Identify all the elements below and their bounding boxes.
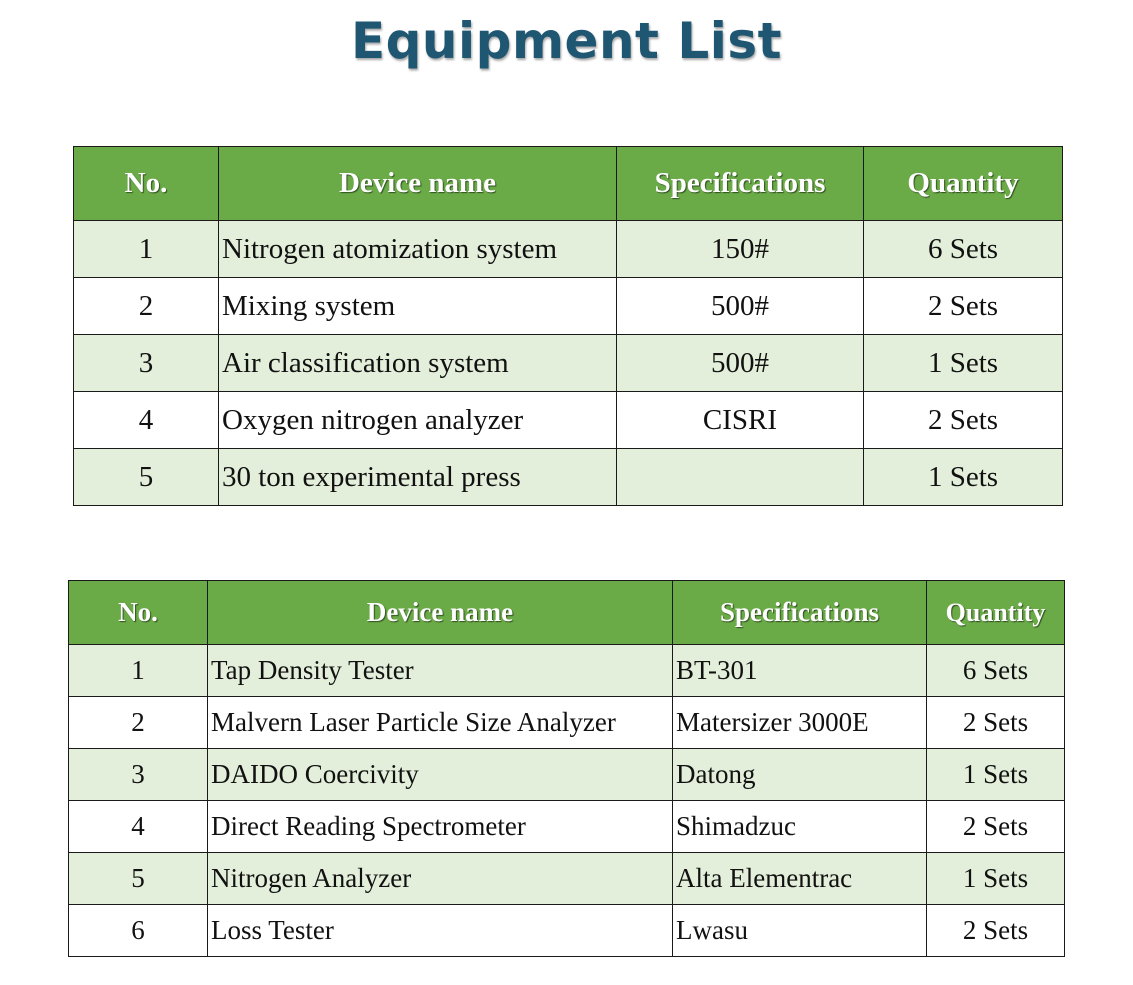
header-no: No. [69, 581, 208, 645]
cell-specifications: Datong [673, 749, 927, 801]
header-quantity: Quantity [864, 147, 1063, 221]
table-row [69, 697, 1065, 749]
cell-specifications: Lwasu [673, 905, 927, 957]
cell-quantity: 2 Sets [864, 392, 1063, 449]
cell-device-name: Air classification system [219, 335, 617, 392]
cell-quantity: 2 Sets [927, 801, 1065, 853]
table-row [69, 645, 1065, 697]
header-device-name: Device name [208, 581, 673, 645]
cell-no: 3 [74, 335, 219, 392]
table-row [69, 905, 1065, 957]
cell-no: 6 [69, 905, 208, 957]
cell-no: 4 [74, 392, 219, 449]
header-specifications: Specifications [673, 581, 927, 645]
cell-no: 3 [69, 749, 208, 801]
cell-quantity: 1 Sets [864, 449, 1063, 506]
table-row [69, 749, 1065, 801]
table-row [69, 853, 1065, 905]
cell-specifications [617, 449, 864, 506]
table-header-row [74, 147, 1063, 221]
cell-device-name: Direct Reading Spectrometer [208, 801, 673, 853]
cell-quantity: 1 Sets [864, 335, 1063, 392]
cell-no: 1 [74, 221, 219, 278]
header-device-name: Device name [219, 147, 617, 221]
equipment-table-1 [73, 146, 1063, 506]
cell-device-name: 30 ton experimental press [219, 449, 617, 506]
header-specifications: Specifications [617, 147, 864, 221]
cell-specifications: Alta Elementrac [673, 853, 927, 905]
table-header-row [69, 581, 1065, 645]
cell-no: 2 [69, 697, 208, 749]
cell-no: 2 [74, 278, 219, 335]
cell-specifications: 500# [617, 278, 864, 335]
cell-specifications: 500# [617, 335, 864, 392]
table-row [74, 335, 1063, 392]
cell-no: 5 [69, 853, 208, 905]
cell-specifications: BT-301 [673, 645, 927, 697]
header-quantity: Quantity [927, 581, 1065, 645]
equipment-table-2 [68, 580, 1065, 957]
header-no: No. [74, 147, 219, 221]
cell-specifications: Matersizer 3000E [673, 697, 927, 749]
cell-device-name: DAIDO Coercivity [208, 749, 673, 801]
cell-device-name: Oxygen nitrogen analyzer [219, 392, 617, 449]
table-row [69, 801, 1065, 853]
table-row [74, 221, 1063, 278]
cell-device-name: Tap Density Tester [208, 645, 673, 697]
page-title: Equipment List [350, 12, 783, 70]
cell-quantity: 2 Sets [927, 905, 1065, 957]
cell-no: 1 [69, 645, 208, 697]
cell-quantity: 6 Sets [927, 645, 1065, 697]
table-row [74, 449, 1063, 506]
cell-device-name: Mixing system [219, 278, 617, 335]
table-row [74, 392, 1063, 449]
cell-no: 5 [74, 449, 219, 506]
cell-quantity: 1 Sets [927, 853, 1065, 905]
cell-device-name: Nitrogen Analyzer [208, 853, 673, 905]
cell-specifications: CISRI [617, 392, 864, 449]
cell-device-name: Malvern Laser Particle Size Analyzer [208, 697, 673, 749]
cell-quantity: 6 Sets [864, 221, 1063, 278]
cell-device-name: Nitrogen atomization system [219, 221, 617, 278]
cell-quantity: 2 Sets [864, 278, 1063, 335]
cell-no: 4 [69, 801, 208, 853]
cell-quantity: 1 Sets [927, 749, 1065, 801]
cell-quantity: 2 Sets [927, 697, 1065, 749]
table-row [74, 278, 1063, 335]
cell-device-name: Loss Tester [208, 905, 673, 957]
cell-specifications: 150# [617, 221, 864, 278]
cell-specifications: Shimadzuc [673, 801, 927, 853]
